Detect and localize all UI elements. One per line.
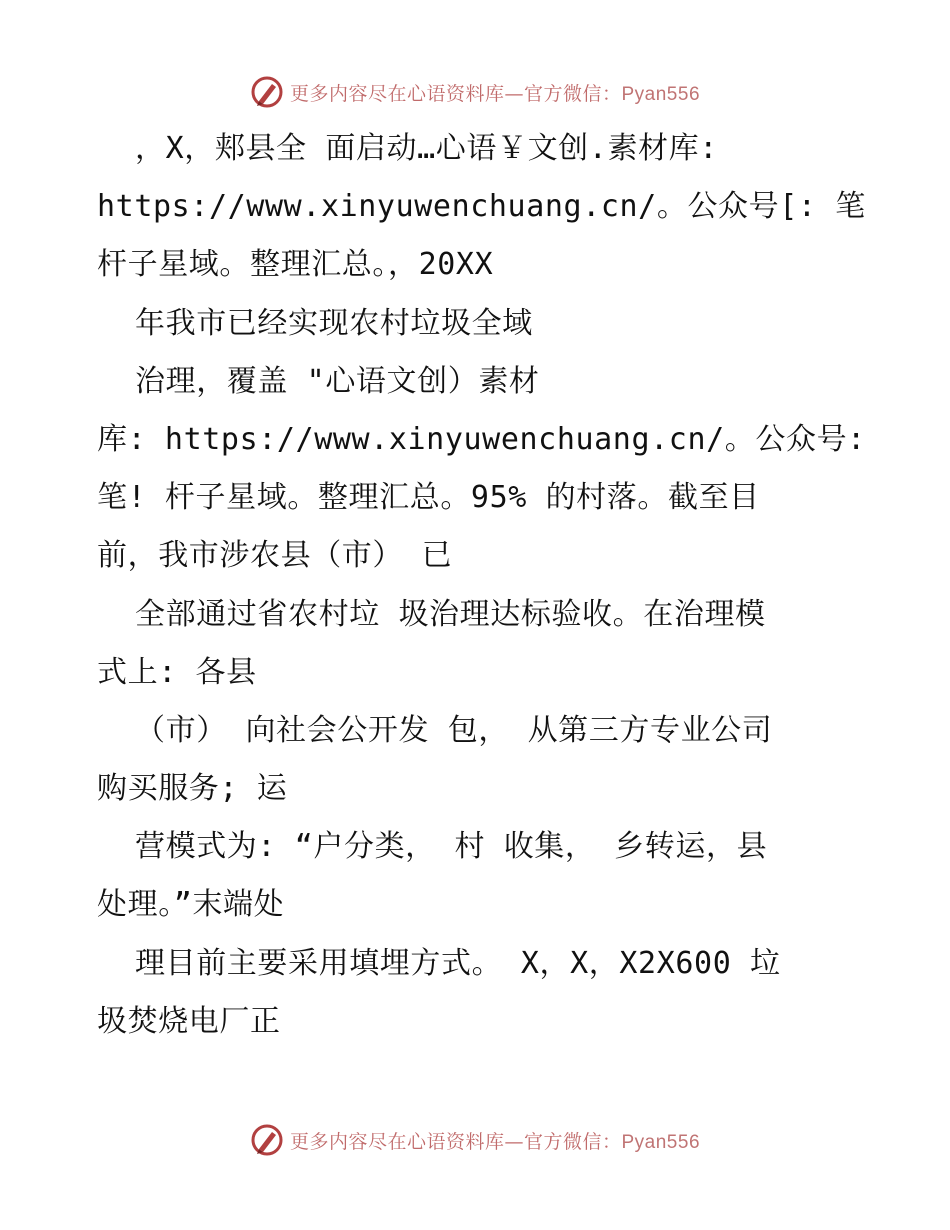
body-line-7: 笔! 杆子星域。整理汇总。95% 的村落。截至目 [97,480,760,516]
body-line-12: 购买服务; 运 [97,771,288,807]
body-line-14: 处理。”末端处 [97,887,285,923]
body-line-15: 理目前主要采用填埋方式。 X，X，X2X600 垃 [135,945,781,981]
body-line-6: 库: https://www.xinyuwenchuang.cn/。公众号: [97,421,866,457]
body-line-3: 杆子星域。整理汇总。，20XX [97,247,494,283]
footer-banner [0,1120,950,1160]
body-line-5: 治理，覆盖 "心语文创）素材 [135,363,540,399]
pen-logo-icon [250,1123,284,1157]
body-line-10: 式上: 各县 [97,654,257,690]
header-wechat-id: Pyan556 [621,83,701,105]
pen-logo-icon [250,75,284,109]
body-line-11: （市） 向社会公开发 包， 从第三方专业公司 [135,712,773,748]
body-line-16: 圾焚烧电厂正 [97,1003,281,1039]
header-banner [0,72,950,112]
footer-wechat-id: Pyan556 [621,1131,701,1153]
body-line-9: 全部通过省农村垃 圾治理达标验收。在治理模 [135,596,766,632]
document-body [97,120,866,1051]
header-banner-text: 更多内容尽在心语资料库—官方微信：Pyan556 [289,82,701,105]
body-line-8: 前，我市涉农县（市） 已 [97,538,453,574]
body-line-13: 营模式为: “户分类， 村 收集， 乡转运，县 [135,829,768,865]
body-line-2: https://www.xinyuwenchuang.cn/。公众号[: 笔 [97,189,866,225]
footer-banner-text: 更多内容尽在心语资料库—官方微信：Pyan556 [289,1130,701,1153]
body-line-4: 年我市已经实现农村垃圾全域 [135,305,533,341]
body-line-1: ，X，郏县全 面启动…心语￥文创.素材库: [135,131,718,166]
